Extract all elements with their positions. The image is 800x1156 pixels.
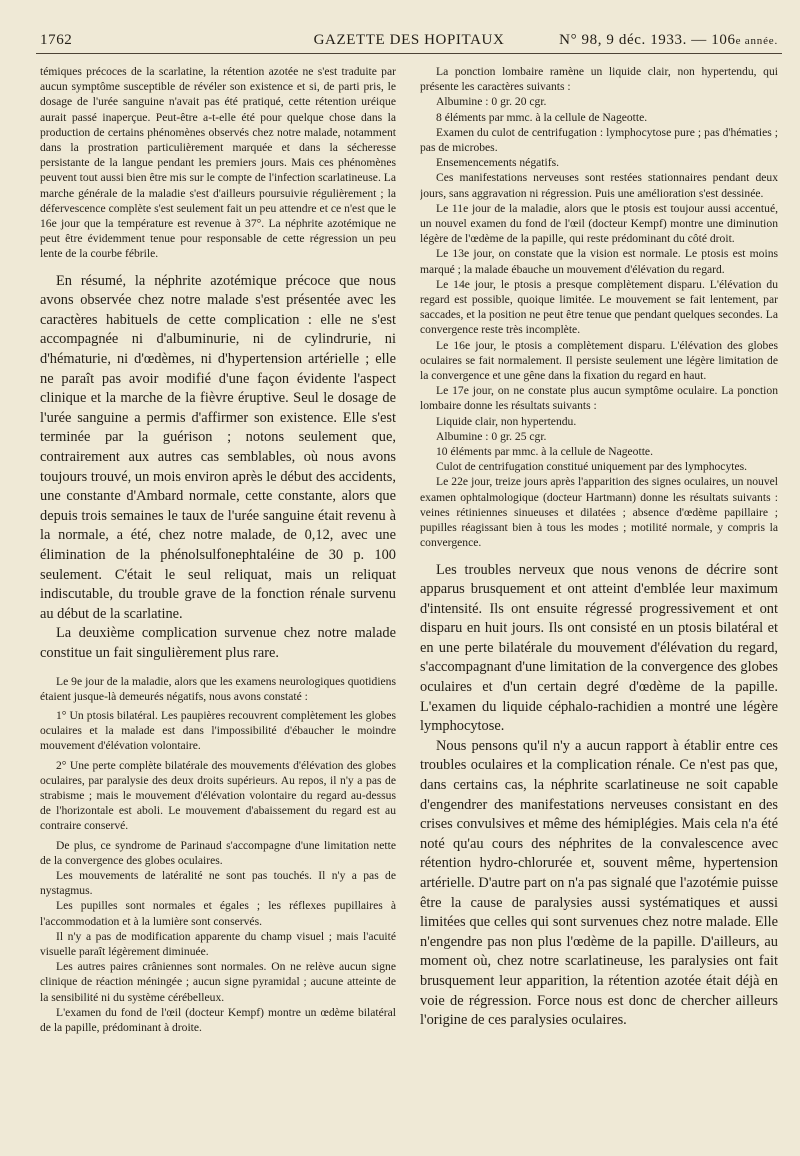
paragraph: Les pupilles sont normales et égales ; les réflexes pupillaires à l'accommodation et à la lumière sont conservés.	[40, 899, 396, 928]
paragraph: 10 éléments par mmc. à la cellule de Nageotte.	[436, 445, 653, 459]
issue-year-suffix: e année.	[735, 35, 778, 47]
issue-number-date: N° 98, 9 déc. 1933. — 106	[559, 32, 736, 48]
paragraph: Nous pensons qu'il n'y a aucun rapport à établir entre ces troubles oculaires et la complication rénale. Ce n'est pas que, dans certains cas, la néphrite scarlatineuse ne soit capable d'engendrer des manifestations nerveuses consistant en des crises convulsives et même des hémiplégies. Mais cela n'a été noté qu'au cours des néphrites de la convalescence avec rétention hydro-chlorurée et, souvent même, hypertension artérielle. D'autre part on n'a pas signalé que l'azotémie puisse être la cause de paralysies aussi systématiques et aussi limitées que celles qui sont survenues chez notre malade. Elle n'engendre pas non plus l'œdème de la papille. D'ailleurs, au moment où, chez notre scarlatineuse, les paralysies ont fait brusquement leur apparition, la rétention azotée était déjà en voie de régression. Force nous est donc de chercher ailleurs l'origine de ces paralysies oculaires.	[420, 737, 778, 1029]
paragraph: Culot de centrifugation constitué uniquement par des lymphocytes.	[436, 460, 748, 474]
paragraph: Les autres paires crâniennes sont normales. On ne relève aucun signe clinique de réaction méningée ; aucun signe pyramidal ; aucune atteinte de la sensibilité ni du système cérébelleux.	[40, 960, 396, 1004]
header-rule	[36, 53, 782, 54]
issue-info	[559, 32, 778, 49]
paragraph: Ensemencements négatifs.	[436, 156, 559, 170]
paragraph: Le 9e jour de la maladie, alors que les examens neurologiques quotidiens étaient jusque-là demeurés négatifs, nous avons constaté :	[40, 674, 396, 703]
right-column	[420, 64, 778, 1152]
paragraph: Les mouvements de latéralité ne sont pas touchés. Il n'y a pas de nystagmus.	[40, 868, 396, 898]
paragraph: 2° Une perte complète bilatérale des mouvements d'élévation des globes oculaires, par paralysie des deux droits supérieurs. Au repos, il n'y a pas de strabisme ; mais le mouvement d'élévation volontaire du regard au-dessus de l'horizontale est aboli. Le mouvement d'abaissement du regard est au contraire conservé.	[40, 758, 396, 833]
paragraph: Le 16e jour, le ptosis a complètement disparu. L'élévation des globes oculaires se fait normalement. Il persiste seulement une légère limitation de la convergence et une gêne dans la fixation du regard en haut.	[420, 338, 778, 383]
paragraph: Ces manifestations nerveuses sont restées stationnaires pendant deux jours, sans aggravation ni régression. Puis une amélioration s'est dessinée.	[420, 171, 778, 200]
paragraph: De plus, ce syndrome de Parinaud s'accompagne d'une limitation nette de la convergence des globes oculaires.	[40, 838, 396, 867]
running-head	[40, 26, 778, 50]
journal-title: GAZETTE DES HOPITAUX	[313, 32, 505, 48]
paragraph: Le 17e jour, on ne constate plus aucun symptôme oculaire. La ponction lombaire donne les résultats suivants :	[420, 384, 778, 413]
paragraph: témiques précoces de la scarlatine, la rétention azotée ne s'est traduite par aucun symptôme susceptible de révéler son existence et si, de parti pris, le dosage de l'urée sanguine n'avait pas été pratiqué, cette rétention uréique aurait passé inaperçue. Peut-être a-t-elle été pour quelque chose dans la production de certains phénomènes observés chez notre malade, notamment dans la prostration particulièrement marquée et dans la sécheresse persistante de la langue pendant les premiers jours. Mais ces phénomènes peuvent tout aussi bien être mis sur le compte de l'infection scarlatineuse. La marche générale de la maladie s'est d'ailleurs poursuivie régulièrement ; la défervescence complète s'est seulement fait un peu attendre et ce n'est que le 16e jour que la température est revenue à 37°. La néphrite azotémique ne peut être évidemment tenue pour responsable de cette régression un peu lente de la courbe fébrile.	[40, 65, 396, 261]
paragraph: 1° Un ptosis bilatéral. Les paupières recouvrent complètement les globes oculaires et la malade est dans l'impossibilité d'ébaucher le moindre mouvement d'élévation volontaire.	[40, 708, 396, 753]
paragraph: En résumé, la néphrite azotémique précoce que nous avons observée chez notre malade s'est présentée avec les caractères habituels de cette complication : elle ne s'est accompagnée ni d'albuminurie, ni de cylindrurie, ni d'hématurie, ni d'œdèmes, ni d'hypertension artérielle ; elle ne paraît pas avoir modifié d'une façon évidente l'aspect clinique et la marche de la fièvre éruptive. Seul le dosage de l'urée sanguine a permis d'affirmer son existence. Elle s'est terminée par la guérison ; notons seulement que, contrairement aux autres cas semblables, où nous avons toujours trouvé, un mois environ après le début des accidents, une constante d'Ambard normale, cette constante, alors que depuis trois semaines le taux de l'urée sanguine était revenu à la normale, a été, chez notre malade, de 0,12, avec une élimination de la phénolsulfonephtaléine de 30 p. 100 seulement. C'était le seul reliquat, mais un reliquat indiscutable, du trouble grave de la fonction rénale survenu au début de la scarlatine.	[40, 272, 396, 622]
paragraph: La ponction lombaire ramène un liquide clair, non hypertendu, qui présente les caractères suivants :	[420, 65, 778, 94]
paragraph: 8 éléments par mmc. à la cellule de Nageotte.	[436, 110, 648, 124]
paragraph: Albumine : 0 gr. 20 cgr.	[436, 95, 547, 109]
paragraph: Liquide clair, non hypertendu.	[436, 414, 577, 428]
paragraph: L'examen du fond de l'œil (docteur Kempf) montre un œdème bilatéral de la papille, prédominant à droite.	[40, 1005, 396, 1034]
left-column	[40, 64, 396, 1152]
paragraph: Le 13e jour, on constate que la vision est normale. Le ptosis est moins marqué ; la malade ébauche un mouvement d'élévation du regard.	[420, 247, 778, 276]
paragraph: La deuxième complication survenue chez notre malade constitue un fait singulièrement plus rare.	[40, 625, 396, 661]
paragraph: Les troubles nerveux que nous venons de décrire sont apparus brusquement et ont atteint d'emblée leur maximum d'intensité. Ils ont ensuite régressé progressivement et ont disparu en huit jours. Ils ont consisté en un ptosis bilatéral et en une perte bilatérale du mouvement d'élévation du regard, s'accompagnant d'une limitation de la convergence des globes oculaires et d'un certain degré d'œdème de la papille. L'examen du liquide céphalo-rachidien a montré une légère lymphocytose.	[420, 561, 778, 735]
paragraph: Le 22e jour, treize jours après l'apparition des signes oculaires, un nouvel examen ophtalmologique (docteur Hartmann) donne les résultats suivants : veines rétiniennes sinueuses et dilatées ; absence d'œdème papillaire ; pupilles réagissant bien à tous les modes ; motilité normale, y compris la convergence.	[420, 475, 778, 550]
paragraph: Il n'y a pas de modification apparente du champ visuel ; mais l'acuité visuelle paraît légèrement diminuée.	[40, 929, 396, 958]
paragraph: Le 14e jour, le ptosis a presque complètement disparu. L'élévation du regard est possible, quoique limitée. Le mouvement se fait lentement, par saccades, et la position ne peut être tenue que pendant quelques secondes. La convergence reste très incomplète.	[420, 277, 778, 337]
paragraph: Examen du culot de centrifugation : lymphocytose pure ; pas d'hématies ; pas de microbes.	[420, 125, 778, 155]
paragraph: Albumine : 0 gr. 25 cgr.	[436, 429, 547, 443]
page-number: 1762	[40, 32, 73, 48]
paragraph: Le 11e jour de la maladie, alors que le ptosis est toujour aussi accentué, un nouvel examen du fond de l'œil (docteur Kempf) montre une diminution légère de l'œdème de la papille, qui reste prédominant du côté droit.	[420, 201, 778, 246]
